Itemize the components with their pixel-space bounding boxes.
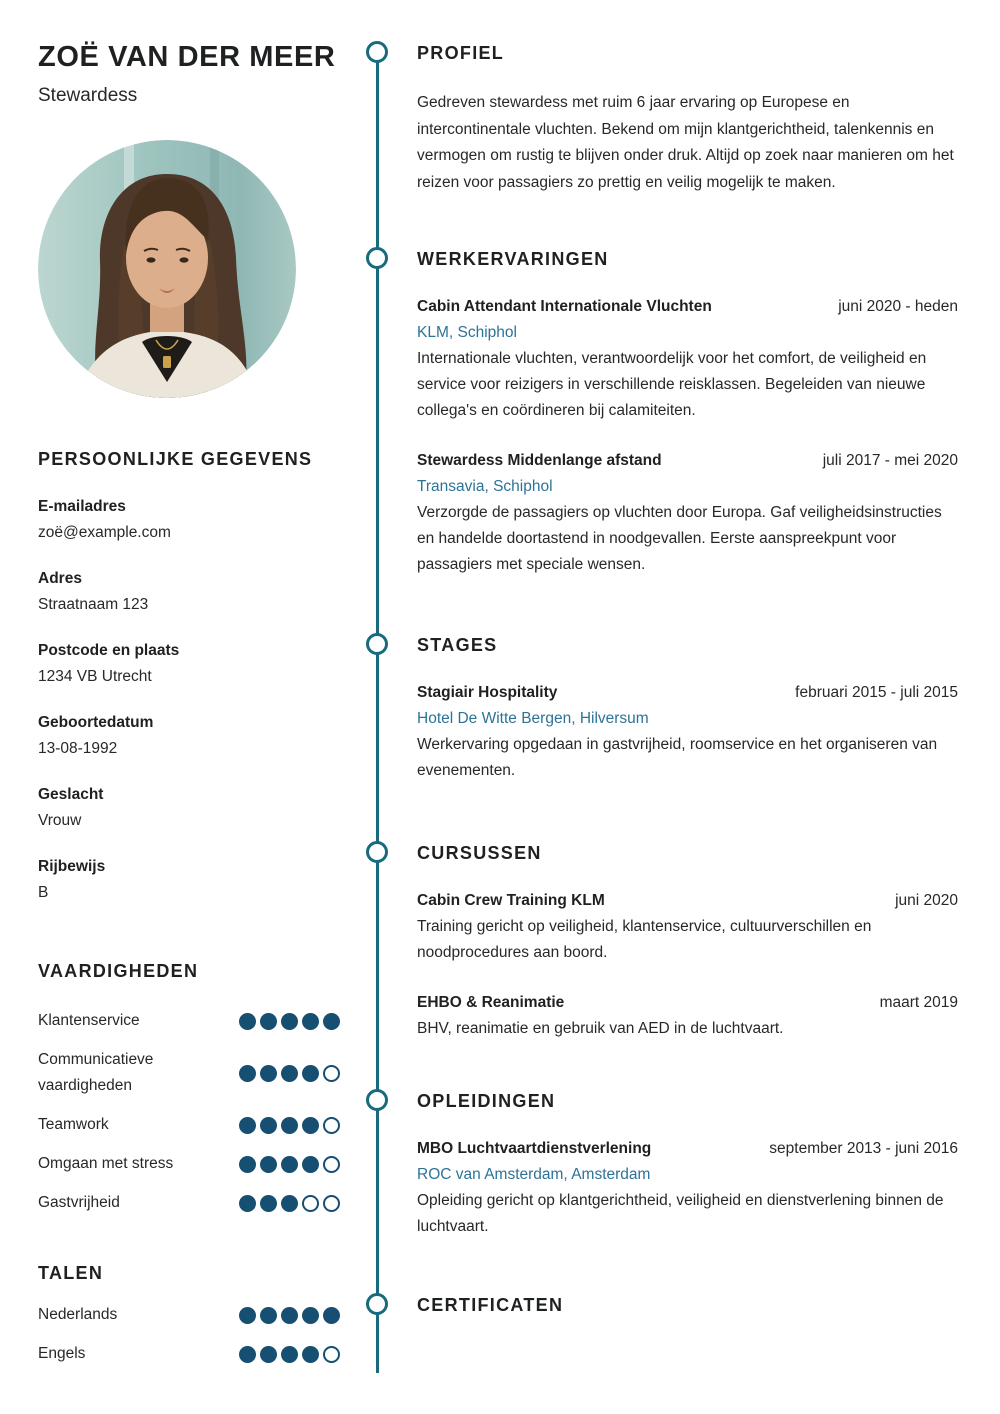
skill-level-dots xyxy=(239,1065,340,1082)
timeline-node-icon xyxy=(366,1089,388,1111)
level-dot-filled xyxy=(260,1156,277,1173)
entry-date: juni 2020 xyxy=(895,892,958,909)
entry-description: Opleiding gericht op klantgerichtheid, veiligheid en dienstverlening binnen de luchtvaart. xyxy=(417,1192,944,1235)
main-column xyxy=(417,0,958,1316)
timeline-node-icon xyxy=(366,1293,388,1315)
timeline-node-icon xyxy=(366,633,388,655)
level-dot-filled xyxy=(302,1307,319,1324)
level-dot-filled xyxy=(239,1307,256,1324)
timeline-node-icon xyxy=(366,841,388,863)
entry-description: Internationale vluchten, verantwoordelijk voor het comfort, de veiligheid en service voor reizigers in verschillende reisklassen. Begeleiden van nieuwe collega's en coördineren bij calamiteiten. xyxy=(417,350,927,419)
detail-value: 1234 VB Utrecht xyxy=(38,668,152,685)
level-dot-filled xyxy=(281,1156,298,1173)
level-dot-filled xyxy=(239,1013,256,1030)
skill-label: Gastvrijheid xyxy=(38,1194,120,1211)
skill-row xyxy=(38,1047,340,1099)
entry-date: juni 2020 - heden xyxy=(838,298,958,315)
level-dot-empty xyxy=(323,1195,340,1212)
skill-label: Omgaan met stress xyxy=(38,1155,174,1172)
skill-label: Klantenservice xyxy=(38,1012,140,1029)
section-heading-skills: VAARDIGHEDEN xyxy=(38,961,199,981)
level-dot-filled xyxy=(260,1013,277,1030)
language-level-dots xyxy=(239,1307,340,1324)
level-dot-empty xyxy=(302,1195,319,1212)
section-opleidingen xyxy=(417,1090,958,1240)
person-job-title: Stewardess xyxy=(38,85,138,106)
section-stages xyxy=(417,634,958,784)
detail-value: zoë@example.com xyxy=(38,524,171,541)
entry-title: Stewardess Middenlange afstand xyxy=(417,452,662,469)
detail-value: 13-08-1992 xyxy=(38,740,118,757)
profile-photo xyxy=(38,140,296,398)
language-row xyxy=(38,1302,340,1328)
level-dot-filled xyxy=(239,1195,256,1212)
detail-label: E-mailadres xyxy=(38,498,126,515)
level-dot-filled xyxy=(281,1307,298,1324)
skills-section xyxy=(38,960,340,1216)
section-heading: OPLEIDINGEN xyxy=(417,1091,556,1111)
level-dot-empty xyxy=(323,1117,340,1134)
skill-row xyxy=(38,1151,340,1177)
level-dot-filled xyxy=(239,1065,256,1082)
experience-entry xyxy=(417,294,958,424)
level-dot-filled xyxy=(302,1156,319,1173)
level-dot-empty xyxy=(323,1065,340,1082)
entry-date: februari 2015 - juli 2015 xyxy=(795,684,958,701)
section-werkervaringen xyxy=(417,248,958,578)
entry-description: Werkervaring opgedaan in gastvrijheid, roomservice en het organiseren van evenementen. xyxy=(417,736,938,779)
languages-section xyxy=(38,1262,340,1367)
entry-description: BHV, reanimatie en gebruik van AED in de luchtvaart. xyxy=(417,1020,784,1037)
section-certificaten xyxy=(417,1294,958,1316)
level-dot-filled xyxy=(281,1065,298,1082)
level-dot-filled xyxy=(260,1195,277,1212)
level-dot-filled xyxy=(260,1117,277,1134)
personal-detail xyxy=(38,710,340,762)
section-cursussen xyxy=(417,842,958,1042)
entry-title: Cabin Crew Training KLM xyxy=(417,892,605,909)
language-row xyxy=(38,1341,340,1367)
detail-label: Postcode en plaats xyxy=(38,642,180,659)
level-dot-filled xyxy=(323,1013,340,1030)
level-dot-filled xyxy=(239,1156,256,1173)
section-heading: WERKERVARINGEN xyxy=(417,249,609,269)
entry-title: MBO Luchtvaartdienstverlening xyxy=(417,1140,652,1157)
personal-details-section xyxy=(38,448,340,906)
skill-row xyxy=(38,1112,340,1138)
detail-value: B xyxy=(38,884,49,901)
level-dot-filled xyxy=(281,1346,298,1363)
entry-title: Stagiair Hospitality xyxy=(417,684,558,701)
entry-date: september 2013 - juni 2016 xyxy=(769,1140,958,1157)
entry-date: maart 2019 xyxy=(879,994,958,1011)
experience-entry xyxy=(417,448,958,578)
skill-label: Communicatieve vaardigheden xyxy=(38,1051,154,1094)
section-heading-personal: PERSOONLIJKE GEGEVENS xyxy=(38,449,313,469)
entry-organization-link[interactable]: KLM, Schiphol xyxy=(417,324,517,341)
skill-label: Teamwork xyxy=(38,1116,109,1133)
section-heading: STAGES xyxy=(417,635,498,655)
course-entry xyxy=(417,888,958,966)
detail-label: Geboortedatum xyxy=(38,714,154,731)
entry-description: Verzorgde de passagiers op vluchten door Europa. Gaf veiligheidsinstructies en handelde doortastend in noodgevallen. Eerste aanspreekpunt voor passagiers met speciale wensen. xyxy=(417,504,942,573)
section-heading-languages: TALEN xyxy=(38,1263,104,1283)
personal-detail xyxy=(38,782,340,834)
course-entry xyxy=(417,990,958,1042)
timeline-node-icon xyxy=(366,41,388,63)
level-dot-filled xyxy=(281,1013,298,1030)
entry-organization-link[interactable]: Hotel De Witte Bergen, Hilversum xyxy=(417,710,649,727)
entry-title: Cabin Attendant Internationale Vluchten xyxy=(417,298,712,315)
section-heading: CERTIFICATEN xyxy=(417,1295,564,1315)
level-dot-filled xyxy=(302,1346,319,1363)
level-dot-filled xyxy=(239,1346,256,1363)
personal-detail xyxy=(38,638,340,690)
detail-label: Rijbewijs xyxy=(38,858,106,875)
detail-label: Adres xyxy=(38,570,82,587)
entry-organization-link[interactable]: ROC van Amsterdam, Amsterdam xyxy=(417,1166,651,1183)
level-dot-empty xyxy=(323,1156,340,1173)
level-dot-filled xyxy=(260,1307,277,1324)
internship-entry xyxy=(417,680,958,784)
language-label: Nederlands xyxy=(38,1306,118,1323)
language-level-dots xyxy=(239,1346,340,1363)
level-dot-filled xyxy=(281,1117,298,1134)
level-dot-filled xyxy=(302,1065,319,1082)
section-heading: CURSUSSEN xyxy=(417,843,542,863)
skill-level-dots xyxy=(239,1156,340,1173)
personal-detail xyxy=(38,494,340,546)
education-entry xyxy=(417,1136,958,1240)
detail-value: Straatnaam 123 xyxy=(38,596,149,613)
entry-title: EHBO & Reanimatie xyxy=(417,994,565,1011)
skill-level-dots xyxy=(239,1013,340,1030)
detail-label: Geslacht xyxy=(38,786,104,803)
portrait-illustration xyxy=(38,140,296,398)
entry-organization-link[interactable]: Transavia, Schiphol xyxy=(417,478,553,495)
level-dot-filled xyxy=(281,1195,298,1212)
personal-detail xyxy=(38,566,340,618)
sidebar xyxy=(38,0,340,1380)
person-name: ZOË VAN DER MEER xyxy=(38,41,336,73)
detail-value: Vrouw xyxy=(38,812,82,829)
level-dot-filled xyxy=(260,1346,277,1363)
timeline-node-icon xyxy=(366,247,388,269)
level-dot-filled xyxy=(239,1117,256,1134)
level-dot-empty xyxy=(323,1346,340,1363)
language-label: Engels xyxy=(38,1345,86,1362)
level-dot-filled xyxy=(302,1117,319,1134)
skill-row xyxy=(38,1008,340,1034)
entry-date: juli 2017 - mei 2020 xyxy=(822,452,958,469)
entry-description: Training gericht op veiligheid, klantenservice, cultuurverschillen en noodprocedures aan boord. xyxy=(417,918,872,961)
level-dot-filled xyxy=(323,1307,340,1324)
personal-detail xyxy=(38,854,340,906)
section-profiel xyxy=(417,42,958,196)
skill-level-dots xyxy=(239,1117,340,1134)
level-dot-filled xyxy=(260,1065,277,1082)
section-heading: PROFIEL xyxy=(417,43,505,63)
profile-summary: Gedreven stewardess met ruim 6 jaar ervaring op Europese en intercontinentale vluchten. Bekend om mijn klantgerichtheid, talenkennis en vermogen om rustig te blijven onder druk. Altijd op zoek naar manieren om het reizen voor passagiers zo prettig en veilig mogelijk te maken. xyxy=(417,94,954,191)
skill-row xyxy=(38,1190,340,1216)
level-dot-filled xyxy=(302,1013,319,1030)
skill-level-dots xyxy=(239,1195,340,1212)
